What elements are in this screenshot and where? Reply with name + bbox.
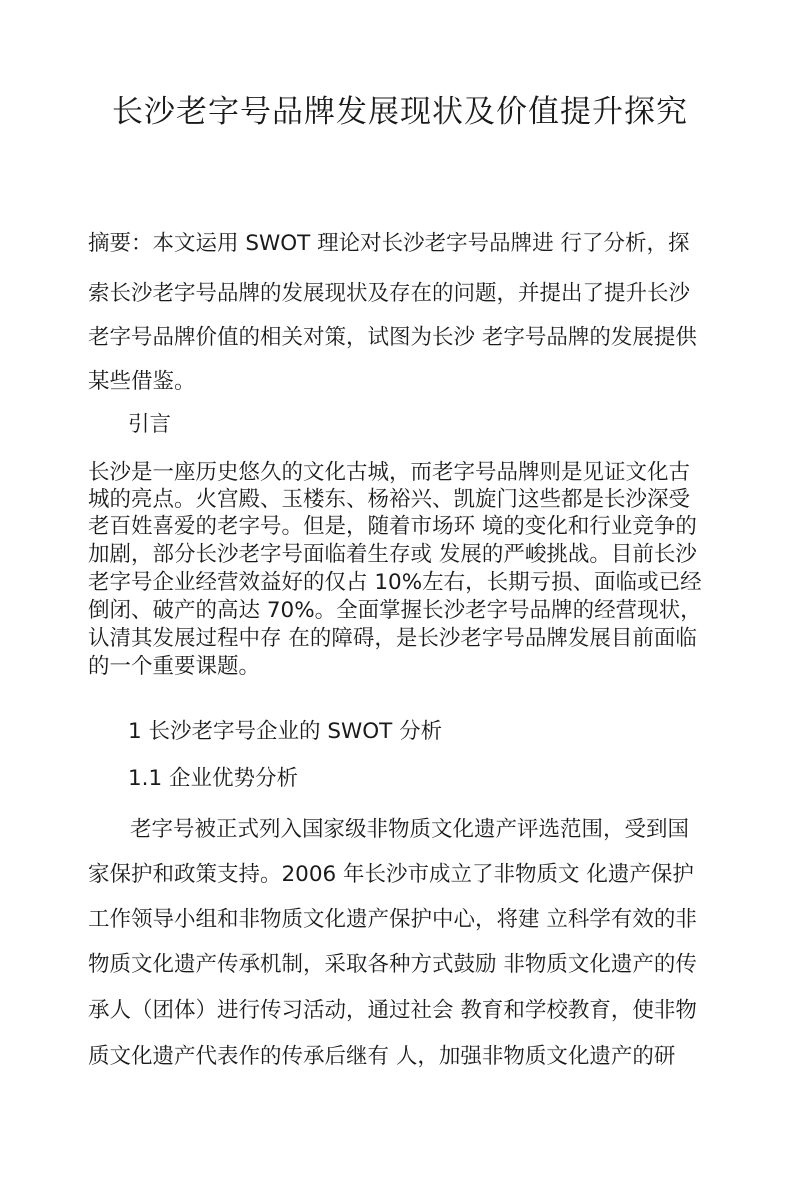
intro-heading: 引言	[128, 412, 172, 437]
section-1-heading: 1 长沙老字号企业的 SWOT 分析	[128, 719, 443, 744]
body-line: 质文化遗产代表作的传承后继有 人，加强非物质文化遗产的研	[88, 1044, 676, 1069]
body-line: 承人（团体）进行传习活动，通过社会 教育和学校教育，使非物	[88, 998, 697, 1023]
intro-line: 城的亮点。火宫殿、玉楼东、杨裕兴、凯旋门这些都是长沙深受	[88, 487, 691, 512]
intro-line: 老百姓喜爱的老字号。但是，随着市场环 境的变化和行业竞争的	[88, 514, 697, 539]
intro-line: 老字号企业经营效益好的仅占 10%左右，长期亏损、面临或已经	[88, 570, 702, 595]
abstract-line: 某些借鉴。	[88, 369, 196, 394]
abstract-line: 摘要：本文运用 SWOT 理论对长沙老字号品牌进 行了分析，探	[88, 231, 690, 256]
abstract-line: 老字号品牌价值的相关对策，试图为长沙 老字号品牌的发展提供	[88, 325, 697, 350]
intro-line: 倒闭、破产的高达 70%。全面掌握长沙老字号品牌的经营现状，	[88, 598, 702, 623]
document-title: 长沙老字号品牌发展现状及价值提升探究	[112, 94, 688, 130]
body-line: 家保护和政策支持。2006 年长沙市成立了非物质文 化遗产保护	[88, 862, 694, 887]
body-line: 物质文化遗产传承机制，采取各种方式鼓励 非物质文化遗产的传	[88, 952, 697, 977]
intro-line: 加剧，部分长沙老字号面临着生存或 发展的严峻挑战。目前长沙	[88, 542, 697, 567]
intro-line: 长沙是一座历史悠久的文化古城，而老字号品牌则是见证文化古	[88, 460, 691, 485]
intro-line: 认清其发展过程中存 在的障碍，是长沙老字号品牌发展目前面临	[88, 626, 697, 651]
intro-line: 的一个重要课题。	[88, 654, 261, 679]
body-line: 老字号被正式列入国家级非物质文化遗产评选范围，受到国	[130, 817, 690, 842]
section-1-1-heading: 1.1 企业优势分析	[128, 766, 299, 791]
abstract-line: 索长沙老字号品牌的发展现状及存在的问题，并提出了提升长沙	[88, 281, 691, 306]
body-line: 工作领导小组和非物质文化遗产保护中心，将建 立科学有效的非	[88, 907, 697, 932]
